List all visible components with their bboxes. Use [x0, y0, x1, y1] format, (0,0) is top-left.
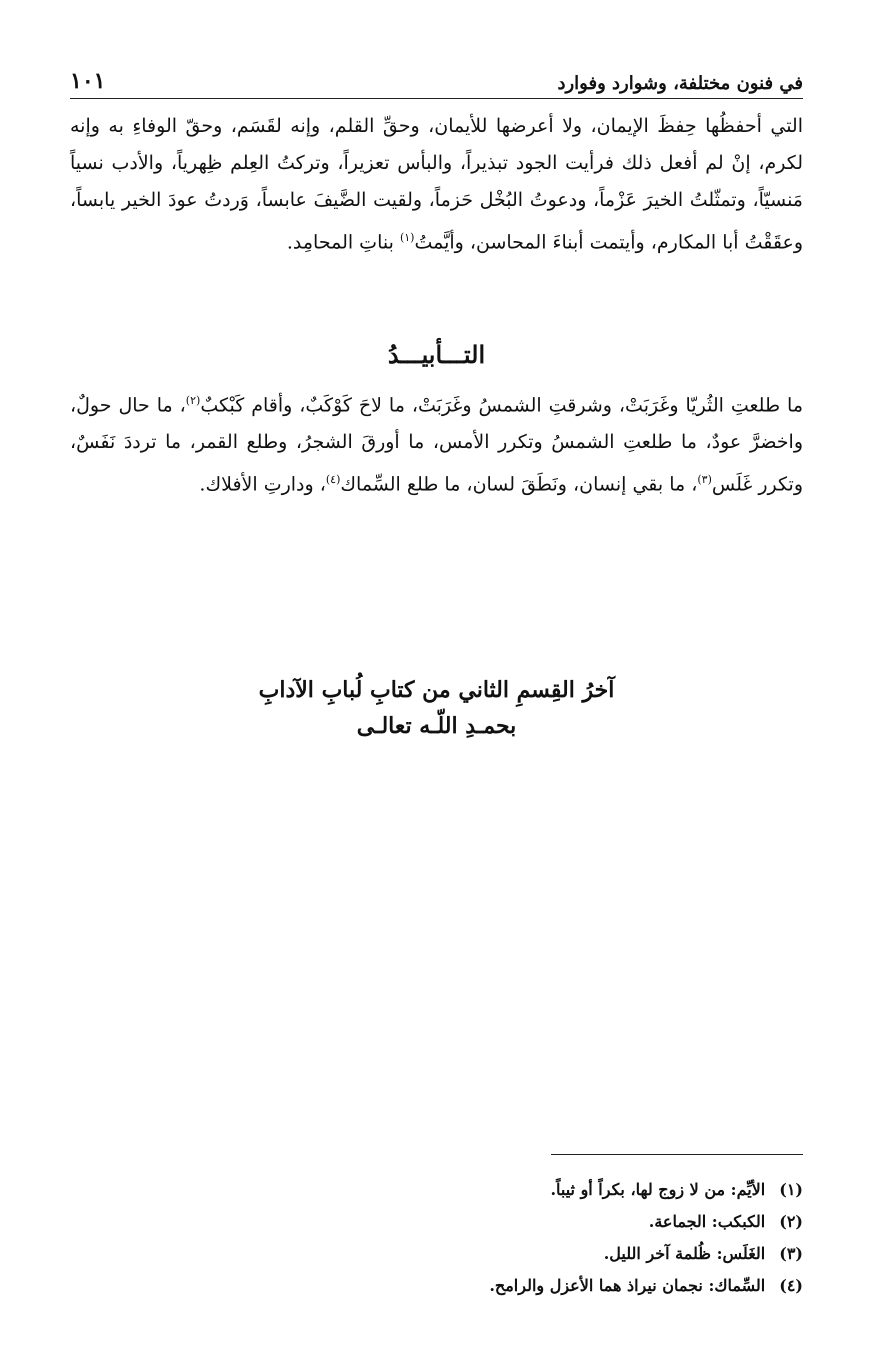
paragraph-1-text: التي أحفظُها حِفظَ الإيمان، ولا أعرضها للأيمان، وحقِّ القلم، وإنه لقَسَم، وحقّ الوفاءِ به وإنه لكرم، إنْ لم أفعل ذلك فرأيت الجود تبذيراً، والبأس تعزيراً، وتركتُ العِلم ظِهرياً، والأدب نسياً مَنسيّاً، وتمثّلتُ الخيرَ عَزْماً، ودعوتُ البُخْل حَزماً، ولقيت الضَّيفَ عابساً، وَردتُ عودَ الخير يابساً، وعقَقْتُ أبا المكارم، وأيتمت أبناءَ المحاسن، وأيَّمتُ	[70, 115, 803, 254]
footnotes-list	[70, 1174, 803, 1302]
footnote-ref-1: (١)	[399, 231, 415, 244]
footnote-item	[70, 1174, 803, 1206]
footnote-text: الأيِّم: من لا زوج لها، بكراً أو ثيباً.	[550, 1180, 766, 1199]
paragraph-2-text-b: ، ما حال حولٌ، واخضرَّ عودٌ، ما طلعتِ الشمسُ وتكرر الأمس، ما أورقَ الشجرُ، وطلع القمر، ما ترددَ نَفَسٌ، وتكرر غَلَس	[70, 394, 803, 496]
paragraph-2	[70, 382, 803, 504]
footnote-mark: (٣)	[779, 1244, 803, 1263]
running-title: في فنون مختلفة، وشوارد وفوارد	[557, 73, 803, 94]
footnote-ref-2: (٢)	[185, 394, 201, 407]
footnote-text: الكبكب: الجماعة.	[648, 1212, 766, 1231]
colophon-line-1: آخرُ القِسمِ الثاني من كتابِ لُبابِ الآدابِ	[258, 677, 615, 703]
footnote-mark: (١)	[779, 1180, 803, 1199]
footnote-ref-3: (٣)	[697, 473, 712, 487]
colophon	[70, 672, 803, 744]
footnote-mark: (٤)	[779, 1276, 803, 1295]
footnote-mark: (٢)	[779, 1212, 803, 1231]
paragraph-2-text-d: ، ودارتِ الأفلاك.	[199, 473, 326, 496]
footnote-divider	[551, 1154, 803, 1155]
footnote-text: السِّماك: نجمان نيراذ هما الأعزل والرامح.	[489, 1276, 766, 1295]
footnote-ref-4: (٤)	[325, 473, 341, 487]
footnote-item	[70, 1270, 803, 1302]
paragraph-2-text-a: ما طلعتِ الثُريّا وغَرَبَتْ، وشرقتِ الشمسُ وغَرَبَتْ، ما لاحَ كَوْكَبٌ، وأقام كَبْكبٌ	[200, 394, 803, 417]
paragraph-1-end: بناتِ المحامِد.	[286, 231, 394, 254]
page-header	[70, 60, 803, 99]
footnote-text: الغَلَس: ظُلمة آخر الليل.	[603, 1244, 766, 1263]
footnote-item	[70, 1206, 803, 1238]
paragraph-2-text-c: ، ما بقي إنسان، ونَطَقَ لسان، ما طلع السِّماك	[340, 473, 698, 496]
section-title: التـــأبيـــدُ	[387, 340, 486, 369]
footnote-item	[70, 1238, 803, 1270]
paragraph-1	[70, 108, 803, 261]
page-number: ١٠١	[70, 68, 106, 94]
colophon-line-2: بحمـدِ اللّـه تعالـى	[356, 713, 517, 739]
